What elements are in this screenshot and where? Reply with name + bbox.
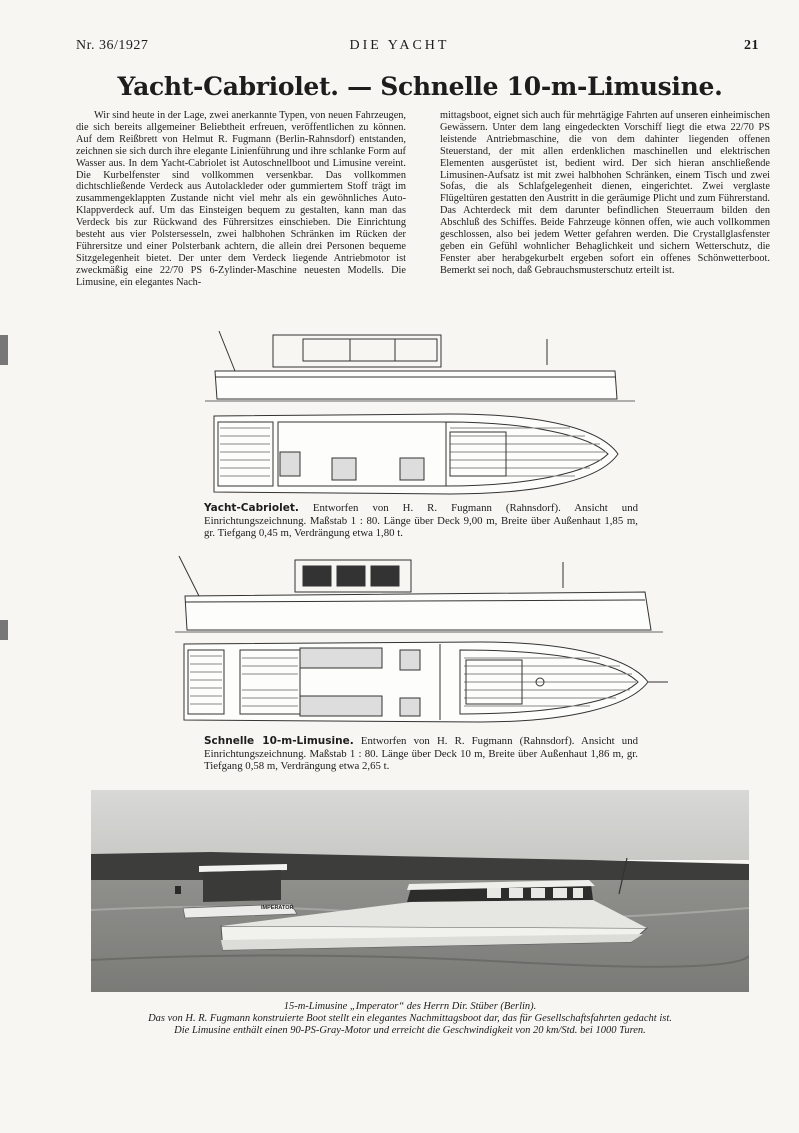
scan-margin-mark xyxy=(0,335,8,365)
body-right-column: mittagsboot, eignet sich auch für mehrtägige Fahrten auf unseren einheimischen Gewässern. Unter dem lang eingedeckten Vorschiff liegt die etwa 22/70 PS leistende Antriebmaschine, die von dem dahinter liegenden offenen Steuerstand, der mit allen erdenklichen maschinellen und elektrischen Elementen ausgerüstet ist, bedient wird. Der sich hieran anschließende Limusinen-Aufsatz ist mit zwei halbhohen Schränken, einem Tisch und zwei Sofas, die als Schlafgelegenheit dienen, eingerichtet. Zwei verglaste Flügeltüren gestatten den Austritt in die geräumige Plicht und zum Führerstand. Das Achterdeck mit dem darunter befindlichen Steuerraum bilden den Abschluß des Schiffes. Beide Fahrzeuge können offen, wie auch vollkommen geschlossen, also bei jedem Wetter gefahren werden. Die Crystallglasfenster geben ein Gefühl wohnlicher Behaglichkeit und sichern Wetterschutz, die Fenster aber herabgekurbelt ergeben sofort ein offenes Schönwetterboot. Bemerkt sei noch, daß Gebrauchsmusterschutz erteilt ist. xyxy=(440,110,770,276)
figure2-caption-text: Entworfen von H. R. Fugmann (Rahnsdorf). Ansicht und Einrichtungszeichnung. Maßstab 1 : 80. Länge über Deck 10 m, Breite über Außenhaut 1,86 m, gr. Tiefgang 0,58 m, Verdrängung etwa 2,65 t. xyxy=(204,735,638,772)
page-number: 21 xyxy=(744,38,759,53)
boat-name-label: IMPERATOR xyxy=(261,905,294,911)
figure2-caption xyxy=(204,735,638,773)
scan-margin-mark xyxy=(0,620,8,640)
cabriolet-plan-view xyxy=(210,408,630,500)
body-left-column: Wir sind heute in der Lage, zwei anerkannte Typen, von neuen Fahrzeugen, die sich bereits allgemeiner Beliebtheit erfreuen, veröffentlichen zu können. Auf dem Reißbrett von Helmut R. Fugmann (Berlin-Rahnsdorf) entstanden, zeichnen sie sich durch ihre elegante Linienführung und ihre schlanke Form auf Wasser aus. In dem Yacht-Cabriolet ist Autoschnellboot und Limusine vereint. Die Kurbelfenster sind vollkommen versenkbar. Das vollkommen dichtschließende Verdeck aus Autolackleder oder gummiertem Stoff trägt im zusammengeklappten Zustande nicht viel mehr als ein gewöhnliches Auto-Klappverdeck auf. Um das Einsteigen bequem zu gestalten, kann man das Verdeck bis zur Rückwand des Führersitzes einschieben. Die Einrichtung besteht aus vier Polstersesseln, zwei halbhohen Schränken im Rücken der Führersitze und einer Polsterbank achtern, die allein drei Personen bequeme Sitzgelegenheit bietet. Der unter dem Verdeck liegende Antriebmotor ist zweckmäßig eine 22/70 PS 6-Zylinder-Maschine neuesten Modells. Die Limusine, ein elegantes Nach- xyxy=(76,110,406,288)
figure1-caption-text: Entworfen von H. R. Fugmann (Rahnsdorf). Ansicht und Einrichtungszeichnung. Maßstab 1 : 80. Länge über Deck 9,00 m, Breite über Außenhaut 1,85 m, gr. Tiefgang 0,45 m, Verdrängung etwa 1,80 t. xyxy=(204,502,639,539)
issue-number: Nr. 36/1927 xyxy=(76,38,149,53)
photo-caption-line3: Die Limusine enthält einen 90-PS-Gray-Motor und erreicht die Geschwindigkeit von 20 km/Std. bei 1000 Turen. xyxy=(174,1025,646,1037)
photo-caption xyxy=(60,1001,760,1038)
figure1-caption xyxy=(204,502,638,540)
figure1-caption-title: Yacht-Cabriolet. xyxy=(204,502,299,514)
imperator-photo xyxy=(91,790,749,992)
cabriolet-side-view xyxy=(205,325,645,405)
journal-name: DIE YACHT xyxy=(349,38,450,53)
limusine-plan-view xyxy=(180,636,670,728)
photo-caption-line1: 15-m-Limusine „Imperator“ des Herrn Dir. Stüber (Berlin). xyxy=(283,1001,537,1012)
limusine-side-view xyxy=(175,552,665,634)
article-title: Yacht-Cabriolet. — Schnelle 10-m-Limusine. xyxy=(117,72,723,101)
figure2-caption-title: Schnelle 10-m-Limusine. xyxy=(204,735,354,747)
photo-caption-line2: Das von H. R. Fugmann konstruierte Boot stellt ein elegantes Nachmittagsboot dar, das für Gesellschaftsfahrten gedacht ist. xyxy=(148,1013,672,1025)
